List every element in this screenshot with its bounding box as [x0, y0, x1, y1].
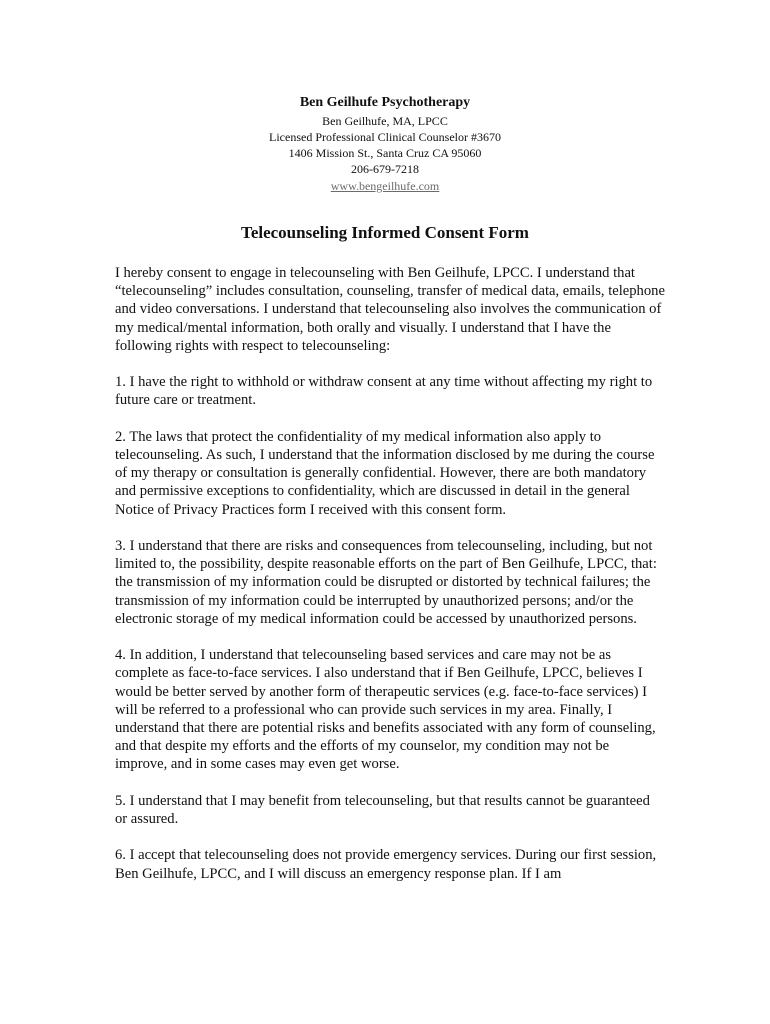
- therapist-name: Ben Geilhufe, MA, LPCC: [322, 114, 448, 128]
- clause-3-paragraph: 3. I understand that there are risks and consequences from telecounseling, including, but not limited to, the possibility, despite reasonable efforts on the part of Ben Geilhufe, LPCC, that: the transmission of my information could be disrupted or distorted by technical failures; the transmission of my information could be interrupted by unauthorized persons; and/or the electronic storage of my medical information could be accessed by unauthorized persons.: [115, 538, 657, 627]
- practice-phone: 206-679-7218: [351, 162, 419, 176]
- clause-5-paragraph: 5. I understand that I may benefit from telecounseling, but that results cannot be guaranteed or assured.: [115, 792, 650, 828]
- clause-6-paragraph: 6. I accept that telecounseling does not provide emergency services. During our first session, Ben Geilhufe, LPCC, and I will discuss an emergency response plan. If I am: [115, 847, 657, 882]
- practice-name: Ben Geilhufe Psychotherapy: [299, 95, 471, 110]
- practice-address: 1406 Mission St., Santa Cruz CA 95060: [288, 146, 482, 160]
- clause-2-paragraph: 2. The laws that protect the confidentiality of my medical information also apply to telecounseling. As such, I understand that the information disclosed by me during the course of my therapy or consultation is generally confidential. However, there are both mandatory and permissive exceptions to confidentiality, which are discussed in detail in the general Notice of Privacy Practices form I received with this consent form.: [115, 428, 655, 518]
- intro-paragraph: I hereby consent to engage in telecounseling with Ben Geilhufe, LPCC. I understand that “telecounseling” includes consultation, counseling, transfer of medical data, emails, telephone and video conversations. I understand that telecounseling also involves the communication of my medical/mental information, both orally and visually. I understand that I have the following rights with respect to telecounseling:: [115, 265, 665, 354]
- form-title: Telecounseling Informed Consent Form: [241, 223, 529, 242]
- website-link[interactable]: www.bengeilhufe.com: [330, 179, 440, 193]
- consent-body: [115, 264, 665, 901]
- letterhead: [0, 94, 770, 195]
- license-number: Licensed Professional Clinical Counselor #3670: [269, 130, 501, 144]
- clause-4-paragraph: 4. In addition, I understand that telecounseling based services and care may not be as complete as face-to-face services. I also understand that if Ben Geilhufe, LPCC, believes I would be better served by another form of therapeutic services (e.g. face-to-face services) I will be referred to a professional who can provide such services in my area. Finally, I understand that there are potential risks and benefits associated with any form of counseling, and that despite my efforts and the efforts of my counselor, my condition may not be improve, and in some cases may even get worse.: [115, 647, 656, 773]
- clause-1-paragraph: 1. I have the right to withhold or withdraw consent at any time without affecting my right to future care or treatment.: [115, 374, 653, 409]
